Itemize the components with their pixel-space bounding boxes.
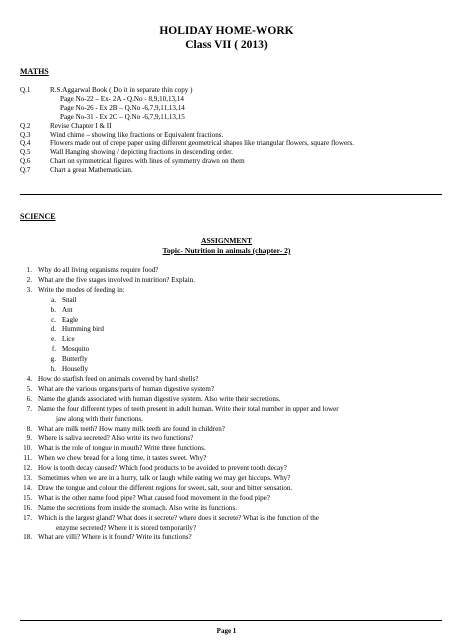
question-item [20,444,441,454]
science-heading: SCIENCE [20,212,56,221]
sub-question-item [20,316,441,326]
question-item [20,375,441,385]
sub-question-item [20,325,441,335]
question-item [20,484,441,494]
question-number: d. [50,325,56,334]
maths-item-text: Page No-22 – Ex- 2A - Q.No - 8,9,10,13,14 [60,94,184,103]
question-text: Draw the tongue and colour the different regions for sweet, salt, sour and bitter sensation. [38,483,293,492]
question-item [20,504,441,514]
question-item [20,494,441,504]
sub-question-item [20,335,441,345]
question-item [20,474,441,484]
question-text: Where is saliva secreted? Also write its two functions? [38,434,194,443]
sub-question-item [20,365,441,375]
question-item [20,434,441,444]
question-text: Eagle [62,315,79,324]
question-text: Ant [62,305,73,314]
question-number: h. [50,365,56,374]
sub-question-item [20,296,441,306]
question-text: What are the five stages involved in nutrition? Explain. [38,275,196,284]
question-number: 11. [23,454,32,463]
footer-divider [20,620,442,621]
question-item [20,524,441,534]
question-number: e. [51,335,56,344]
question-number: a. [51,295,56,304]
question-number: 2. [26,275,32,284]
question-text: What are the various organs/parts of human digestive system? [38,384,214,393]
question-number [20,524,38,534]
topic-heading: Topic- Nutrition in animals (chapter- 2) [162,246,291,255]
maths-item-text: R.S.Aggarwal Book ( Do it in separate thin copy ) [50,86,193,94]
question-item [20,286,441,296]
question-text: Humming bird [62,325,104,334]
maths-item-number: Q.5 [20,148,31,157]
question-text: What are villi? Where is it found? Write its functions? [38,533,192,542]
maths-item-text: Wall Hanging showing / depicting fractions in descending order. [50,148,233,157]
question-item [20,514,441,524]
document-title: HOLIDAY HOME-WORK [159,25,294,37]
assignment-heading: ASSIGNMENT [200,236,253,245]
question-number: 10. [23,444,32,453]
question-text: What is the role of tongue in mouth? Write three functions. [38,444,206,453]
question-text: How do starfish feed on animals covered by hard shells? [38,374,199,383]
question-text: Snail [62,295,77,304]
question-number: 17. [23,513,32,522]
question-item [20,266,441,276]
question-text: Butterfly [62,355,88,364]
question-item [20,415,441,425]
question-text: Mosquito [62,345,90,354]
question-number: b. [50,305,56,314]
maths-item-text: Wind chime – showing like fractions or Equivalent fractions. [50,130,224,139]
maths-heading: MATHS [20,67,49,76]
maths-item-text: Flowers made out of crepe paper using different geometrical shapes like triangular flowers, square flowers. [50,139,355,148]
sub-question-item [20,306,441,316]
question-number: 4. [26,374,32,383]
maths-item-number: Q.2 [20,121,31,130]
question-item [20,464,441,474]
maths-item-number [20,95,50,104]
question-item [20,425,441,435]
maths-item [20,113,440,122]
question-text: Lice [62,335,75,344]
maths-item [20,166,440,175]
question-number: 16. [23,503,32,512]
sub-question-item [20,355,441,365]
question-item [20,533,441,543]
maths-item-number: Q.7 [20,166,31,175]
maths-item-text: Chart on symmetrical figures with lines of symmetry drawn on them [50,157,245,166]
question-item [20,385,441,395]
question-number: c. [51,315,56,324]
question-number: 9. [26,434,32,443]
question-text: Name the four different types of teeth present in adult human. Write their total number in upper and lower [38,404,339,413]
maths-item-number [20,104,50,113]
question-number: 8. [26,424,32,433]
maths-item [20,95,440,104]
sub-question-item [20,345,441,355]
maths-item [20,131,440,140]
question-number: g. [50,355,56,364]
question-number: 15. [23,493,32,502]
question-number: f. [51,345,56,354]
question-number: 18. [23,533,32,542]
question-number [20,415,38,425]
question-text: Write the modes of feeding in: [38,285,125,294]
maths-item-number: Q.3 [20,130,31,139]
maths-item-number: Q.4 [20,139,31,148]
page-number: Page 1 [216,627,237,635]
question-text: What is the other name food pipe? What caused food movement in the food pipe? [38,493,270,502]
question-number: 12. [23,464,32,473]
question-item [20,454,441,464]
maths-item-number [20,113,50,122]
question-text: jaw along with their functions. [56,414,143,423]
maths-item [20,157,440,166]
question-text: What are milk teeth? How many milk teeth are found in children? [38,424,225,433]
question-number: 13. [23,474,32,483]
question-item [20,405,441,415]
question-text: When we chew bread for a long time, it tastes sweet. Why? [38,454,207,463]
maths-item-text: Page No-26 - Ex 2B – Q.No -6,7,9,11,13,14 [60,103,185,112]
maths-item-text: Chart a great Mathematician. [50,166,133,175]
maths-item-number: Q.6 [20,157,31,166]
question-text: Name the secretions from inside the stomach. Also write its functions. [38,503,237,512]
maths-item [20,148,440,157]
question-number: 3. [26,285,32,294]
question-number: 1. [26,266,32,274]
question-text: Sometimes when we are in a hurry, talk or laugh while eating we may get hiccups. Why? [38,474,291,483]
question-text: Housefly [62,365,89,374]
maths-item [20,86,440,95]
question-item [20,276,441,286]
question-text: enzyme secreted? Where it is stored temporarily? [56,523,197,532]
maths-item-text: Page No-31 - Ex 2C – Q.No -6,7,9,11,13,15 [60,112,185,121]
maths-item-number: Q.1 [20,86,31,94]
maths-list [20,86,440,175]
question-number: 7. [26,404,32,413]
maths-item [20,122,440,131]
question-number: 5. [26,384,32,393]
question-item [20,395,441,405]
document-subtitle: Class VII ( 2013) [185,39,268,51]
question-text: Name the glands associated with human digestive system. Also write their secretions. [38,394,281,403]
science-question-list [20,266,441,543]
maths-item-text: Revise Chapter I & II [50,121,112,130]
question-text: Why do all living organisms require food? [38,266,159,274]
question-text: How is tooth decay caused? Which food products to be avoided to prevent tooth decay? [38,464,287,473]
question-number: 6. [26,394,32,403]
section-divider [20,194,442,195]
question-text: Which is the largest gland? What does it secrete? where does it secrete? What is the function of the [38,513,319,522]
maths-item [20,104,440,113]
maths-item [20,139,440,148]
question-number: 14. [23,483,32,492]
